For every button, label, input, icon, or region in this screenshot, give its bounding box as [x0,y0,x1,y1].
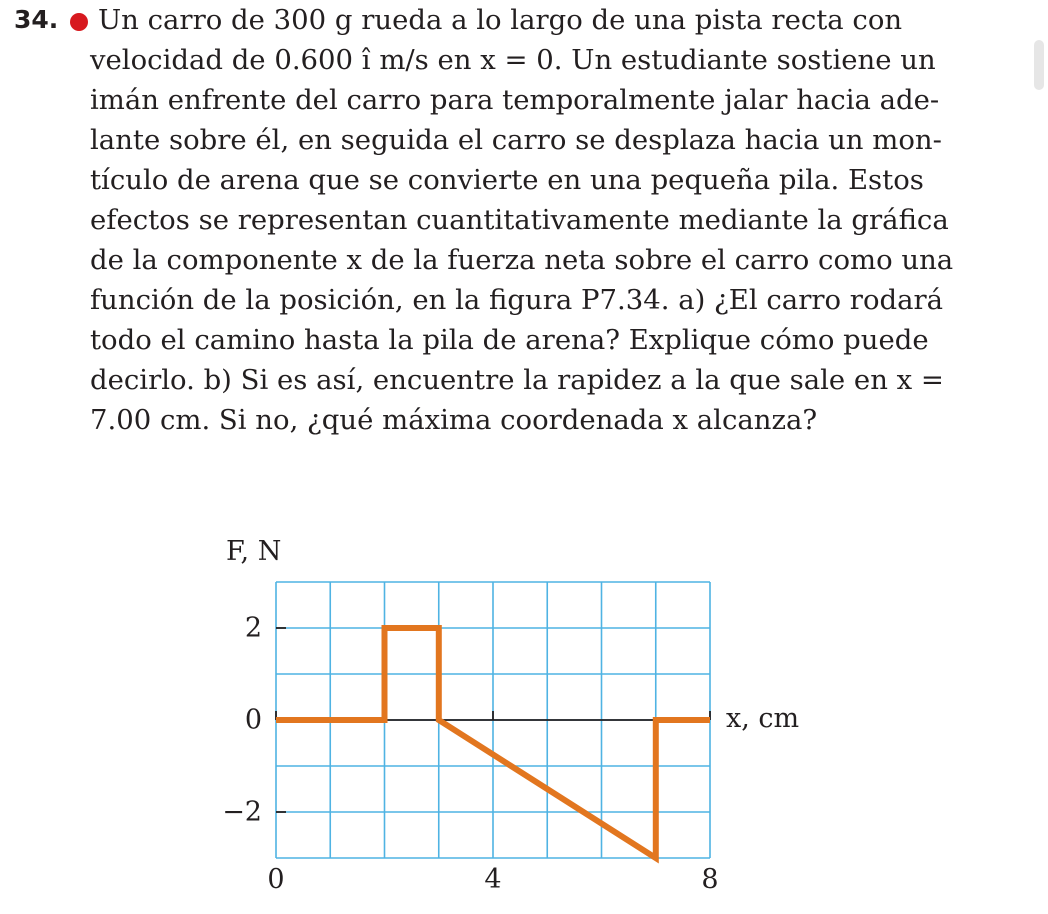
problem-line: todo el camino hasta la pila de arena? Explique cómo puede [90,324,929,356]
problem-line: lante sobre él, en seguida el carro se desplaza hacia un mon- [90,124,942,156]
x-tick-label: 8 [701,864,719,895]
scrollbar[interactable] [1034,40,1044,90]
problem-line: decirlo. b) Si es así, encuentre la rapidez a la que sale en x = [90,364,944,396]
problem-line: tículo de arena que se convierte en una pequeña pila. Estos [90,164,924,196]
x-tick-label: 4 [484,864,502,895]
y-tick-label: 0 [244,704,262,736]
problem-line: de la componente x de la fuerza neta sobre el carro como una [90,244,954,276]
x-tick-label: 0 [267,864,285,895]
x-axis-title: x, cm [726,703,800,734]
y-axis-title: F, N [226,536,282,567]
problem-line: imán enfrente del carro para temporalmente jalar hacia ade- [90,84,940,116]
y-tick-label: −2 [222,796,262,828]
problem-line: función de la posición, en la figura P7.34. a) ¿El carro rodará [90,284,944,316]
difficulty-bullet-icon [70,13,88,31]
problem-number: 34. [14,5,59,34]
problem-line: efectos se representan cuantitativamente mediante la gráfica [90,204,949,236]
problem-line: velocidad de 0.600 î m/s en x = 0. Un estudiante sostiene un [90,44,936,76]
problem-line: 7.00 cm. Si no, ¿qué máxima coordenada x alcanza? [90,404,818,436]
force-position-chart [200,530,820,910]
y-tick-label: 2 [244,612,262,644]
problem-line: Un carro de 300 g rueda a lo largo de una pista recta con [98,4,903,36]
